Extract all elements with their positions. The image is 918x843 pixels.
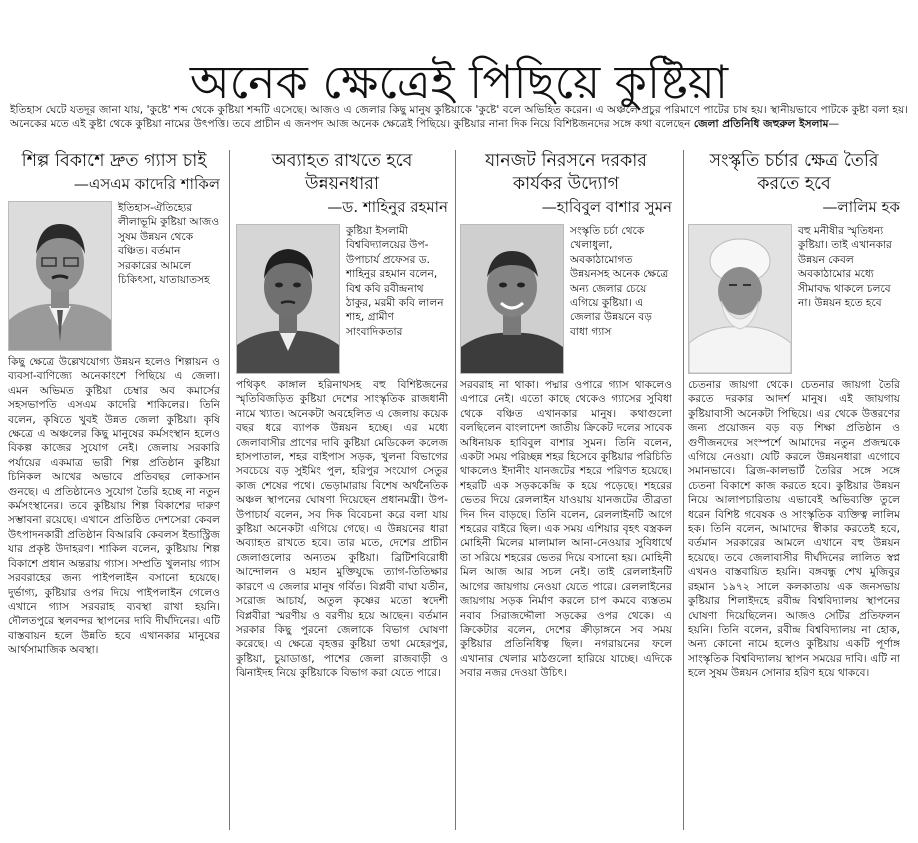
article-lead: বহু মনীষীর স্মৃতিধন্য কুষ্টিয়া। তাই এখানকার উন্নয়ন কেবল অবকাঠামোর মধ্যে সীমাবদ্ধ থাকলে চলবে না। উন্নয়ন হতে হবে [798, 225, 892, 310]
column-byline: —হাবিবুল বাশার সুমন [541, 198, 672, 216]
column-byline: —লালিম হক [822, 198, 900, 216]
article-column-1 [8, 150, 220, 840]
article-column-2 [236, 150, 448, 840]
article-column-4 [688, 150, 900, 840]
article-lead: কুষ্টিয়া ইসলামী বিশ্ববিদ্যালয়ের উপ-উপাচার্য প্রফেসর ড. শাহিনুর রহমান বলেন, বিশ্ব কবি রবীন্দ্রনাথ ঠাকুর, মরমী কবি লালন শাহ, গ্রামীণ সাংবাদিকতার [346, 225, 444, 338]
column-divider [455, 150, 456, 830]
column-divider [229, 150, 230, 830]
portrait-photo [236, 224, 340, 374]
portrait-photo [460, 224, 564, 374]
column-title: অব্যাহত রাখতে হবে উন্নয়নধারা [271, 151, 413, 194]
headline: অনেক ক্ষেত্রেই পিছিয়ে কুষ্টিয়া [189, 54, 729, 109]
column-byline: —এসএম কাদেরি শাকিল [73, 175, 220, 193]
portrait-photo [688, 224, 792, 374]
column-byline: —ড. শাহিনুর রহমান [327, 198, 448, 216]
article-body: সরবরাহ না থাকা। পদ্মার ওপারে গ্যাস থাকলেও এপারে নেই। এতো কাছে থেকেও গ্যাসের সুবিধা থেকে বঞ্চিত এখানকার মানুষ। কথাগুলো বলছিলেন বাংলাদেশ জাতীয় ক্রিকেট দলের সাবেক অধিনায়ক হাবিবুল বাশার সুমন। তিনি বলেন, একটা সময় পরিচ্ছন্ন শহর হিসেবে কুষ্টিয়ার পরিচিতি থাকলেও ইদানীং যানজটের শহরে পরিণত হয়েছে। শহরটি এক সড়ককেন্দ্রি ক হয়ে পড়েছে। শহরের ভেতর দিয়ে রেললাইন যাওয়ায় যানজটের তীব্রতা দিন দিন বাড়ছে। তিনি বলেন, রেললাইনটি আগে শহরের বাইরে ছিল। এক সময় এশিয়ার বৃহৎ বস্ত্রকল মোহিনী মিলের মালামাল আনা-নেওয়ার সুবিধার্থে তা সরিয়ে শহরের ভেতর দিয়ে বসানো হয়। মোহিনী মিল আজ আর সচল নেই। তাই রেললাইনটি আগের জায়গায় নেওয়া যেতে পারে। রেললাইনের জায়গায় সড়ক নির্মাণ করলে চাপ কমবে ব্যস্ততম নবাব সিরাজদ্দৌলা সড়কের ওপর থেকে। এ ক্রিকেটার বলেন, দেশের ক্রীড়াঙ্গনে সব সময় কুষ্টিয়ার প্রতিনিধিত্ব ছিল। নগরায়নের ফলে এখানার খেলার মাঠগুলো হারিয়ে যাচ্ছে। এদিকে সবার নজর দেওয়া উচিৎ। [460, 379, 672, 680]
article-lead: ইতিহাস-ঐতিহ্যের লীলাভূমি কুষ্টিয়া আজও সুষম উন্নয়ন থেকে বঞ্চিত। বর্তমান সরকারের আমলে চিকিৎসা, যাতায়াতসহ [118, 202, 220, 287]
portrait-photo [8, 201, 112, 351]
column-title: সংস্কৃতি চর্চার ক্ষেত্র তৈরি করতে হবে [709, 151, 879, 194]
article-body: চেতনার জায়গা থেকে। চেতনার জায়গা তৈরি করতে দরকার আদর্শ মানুষ। এই জায়গায় কুষ্টিয়াবাসী অনেকটা পিছিয়ে। এর থেকে উত্তরণের জন্য প্রয়োজন বড় বড় শিক্ষা প্রতিষ্ঠান ও গুণীজনদের সংস্পর্শে আমাদের নতুন প্রজন্মকে এগিয়ে নেওয়া। যেটি করলে উন্নয়নধারা এগোবে সমানভাবে। ব্রিজ-কালভার্ট তৈরির সঙ্গে সঙ্গে চেতনা বিকাশে কাজ করতে হবে। কুষ্টিয়ার উন্নয়ন নিয়ে আলাপচারিতায় এভাবেই অভিব্যক্তি তুলে ধরেন বিশিষ্ট গবেষক ও সাংস্কৃতিক ব্যক্তিত্ব লালিম হক। তিনি বলেন, আমাদের স্বীকার করতেই হবে, বর্তমান সরকারের আমলে এখানে বহু উন্নয়ন হয়েছে। তবে জেলাবাসীর দীর্ঘদিনের লালিত স্বপ্ন এখনও বাস্তবায়িত হয়নি। বঙ্গবন্ধু শেখ মুজিবুর রহমান ১৯৭২ সালে কলকাতায় এক জনসভায় কুষ্টিয়ার শিলাইদহে রবীন্দ্র বিশ্ববিদ্যালয় স্থাপনের ঘোষণা দিয়েছিলেন। আজও সেটির প্রতিফলন হয়নি। তিনি বলেন, রবীন্দ্র বিশ্ববিদ্যালয় না হোক, অন্য কোনো নামে হলেও কুষ্টিয়ায় একটি পূর্ণাঙ্গ সাংস্কৃতিক বিশ্ববিদ্যালয় স্থাপন সময়ের দাবি। এটি না হলে সুষম উন্নয়ন সোনার হরিণ হয়ে থাকবে। [688, 379, 900, 680]
article-body: পথিকৃৎ কাঙ্গাল হরিনাথসহ বহু বিশিষ্টজনের স্মৃতিবিজড়িত কুষ্টিয়া দেশের সাংস্কৃতিক রাজধানী নামে খ্যাত। অনেকটা অবহেলিত এ জেলায় কয়েক বছর ধরে ব্যাপক উন্নয়ন হচ্ছে। এর মধ্যে জেলাবাসীর প্রাণের দাবি কুষ্টিয়া মেডিকেল কলেজ হাসপাতাল, শহর বাইপাস সড়ক, খুলনা বিভাগের সবচেয়ে বড় সুইমিং পুল, হরিপুর সংযোগ সেতুর কাজ শেষের পথে। ভেড়ামারায় বিশেষ অর্থনৈতিক অঞ্চল স্থাপনের ঘোষণা দিয়েছেন প্রধানমন্ত্রী। উপ-উপাচার্য বলেন, সব দিক বিবেচনা করে বলা যায় কুষ্টিয়া অনেকটা এগিয়ে গেছে। এ উন্নয়নের ধারা অব্যাহত রাখতে হবে। তার মতে, দেশের প্রাচীন জেলাগুলোর অন্যতম কুষ্টিয়া। ব্রিটিশবিরোধী আন্দোলন ও মহান মুক্তিযুদ্ধে ত্যাগ-তিতিক্ষার কারণে এ জেলার মানুষ গর্বিত। বিপ্লবী বাঘা যতীন, সরোজ আচার্য, অতুল কৃষ্ণের মতো স্বদেশী বিপ্লবীরা স্মরণীয় ও বরণীয় হয়ে আছেন। বর্তমান সরকার কিছু পুরনো জেলাকে বিভাগ ঘোষণা করেছে। এ ক্ষেত্রে বৃহত্তর কুষ্টিয়া তথা মেহেরপুর, কুষ্টিয়া, চুয়াডাঙা, পাশের জেলা রাজবাড়ী ও ঝিনাইদহ নিয়ে কুষ্টিয়াকে বিভাগ করা যেতে পারে। [236, 379, 448, 680]
article-body: কিছু ক্ষেত্রে উল্লেখযোগ্য উন্নয়ন হলেও শিল্পায়ন ও ব্যবসা-বাণিজ্যে অনেকাংশে পিছিয়ে এ জেলা। এমন অভিমত কুষ্টিয়া চেম্বার অব কমার্সের সহসভাপতি এসএম কাদেরি শাকিলের। তিনি বলেন, কৃষিতে খুবই উন্নত জেলা কুষ্টিয়া। কৃষি ক্ষেত্রে এ অঞ্চলের কিছু মানুষের কর্মসংস্থান হলেও বিকল্প কাজের সুযোগ নেই। জেলায় সরকারি পর্যায়ের একমাত্র ভারী শিল্প প্রতিষ্ঠান কুষ্টিয়া চিনিকল আখের অভাবে প্রতিবছর লোকসান গুনছে। এ প্রতিষ্ঠানেও সুযোগ তৈরি হচ্ছে না নতুন কর্মসংস্থানের। তবে কুষ্টিয়ায় শিল্প বিকাশের দারুণ সম্ভাবনা রয়েছে। এখানে প্রতিষ্ঠিত দেশসেরা কেবল উৎপাদনকারী প্রতিষ্ঠান বিআরবি কেবলস ইন্ডাস্ট্রিজ যার প্রকৃষ্ট উদাহরণ। শাকিল বলেন, কুষ্টিয়ায় শিল্প বিকাশে প্রধান অন্তরায় গ্যাস। সম্প্রতি খুলনায় গ্যাস সরবরাহের জন্য পাইপলাইন বসানো হয়েছে। দুর্ভাগ্য, কুষ্টিয়ার ওপর দিয়ে পাইপলাইন গেলেও এখানে গ্যাস সরবরাহ ব্যবস্থা রাখা হয়নি। দৌলতপুরে স্থলবন্দর স্থাপনের দাবি দীর্ঘদিনের। এটি বাস্তবায়ন হলে উন্নতি হবে এখানকার মানুষের আর্থসামাজিক অবস্থা। [8, 356, 220, 657]
article-lead: সংস্কৃতি চর্চা থেকে খেলাধুলা, অবকাঠামোগত উন্নয়নসহ অনেক ক্ষেত্রে অন্য জেলার চেয়ে এগিয়ে কুষ্টিয়া। এ জেলার উন্নয়নে বড় বাধা গ্যাস [570, 225, 669, 338]
intro-paragraph [10, 103, 908, 132]
intro-dash: — [828, 118, 840, 131]
column-divider [683, 150, 684, 830]
column-title: যানজট নিরসনে দরকার কার্যকর উদ্যোগ [485, 151, 647, 194]
intro-reporter: জেলা প্রতিনিধি জহুরুল ইসলাম [693, 118, 829, 131]
article-column-3 [460, 150, 672, 840]
intro-text: ইতিহাস ঘেটে যতদূর জানা যায়, 'কুষ্টে' শব্দ থেকে কুষ্টিয়া শব্দটি এসেছে। আজও এ জেলার কিছু মানুষ কুষ্টিয়াকে 'কুষ্টে' বলে অভিহিত করেন। এ অঞ্চলে প্রচুর পরিমাণে পাটের চাষ হয়। স্থানীয়ভাবে পাটকে কুষ্টা বলা হয়। অনেকের মতে এই কুষ্টা থেকে কুষ্টিয়া নামের উৎপত্তি। তবে প্রাচীন এ জনপদ আজ অনেক ক্ষেত্রেই পিছিয়ে। কুষ্টিয়ার নানা দিক নিয়ে বিশিষ্টজনদের সঙ্গে কথা বলেছেন [10, 103, 908, 131]
column-title: শিল্প বিকাশে দ্রুত গ্যাস চাই [21, 151, 207, 171]
